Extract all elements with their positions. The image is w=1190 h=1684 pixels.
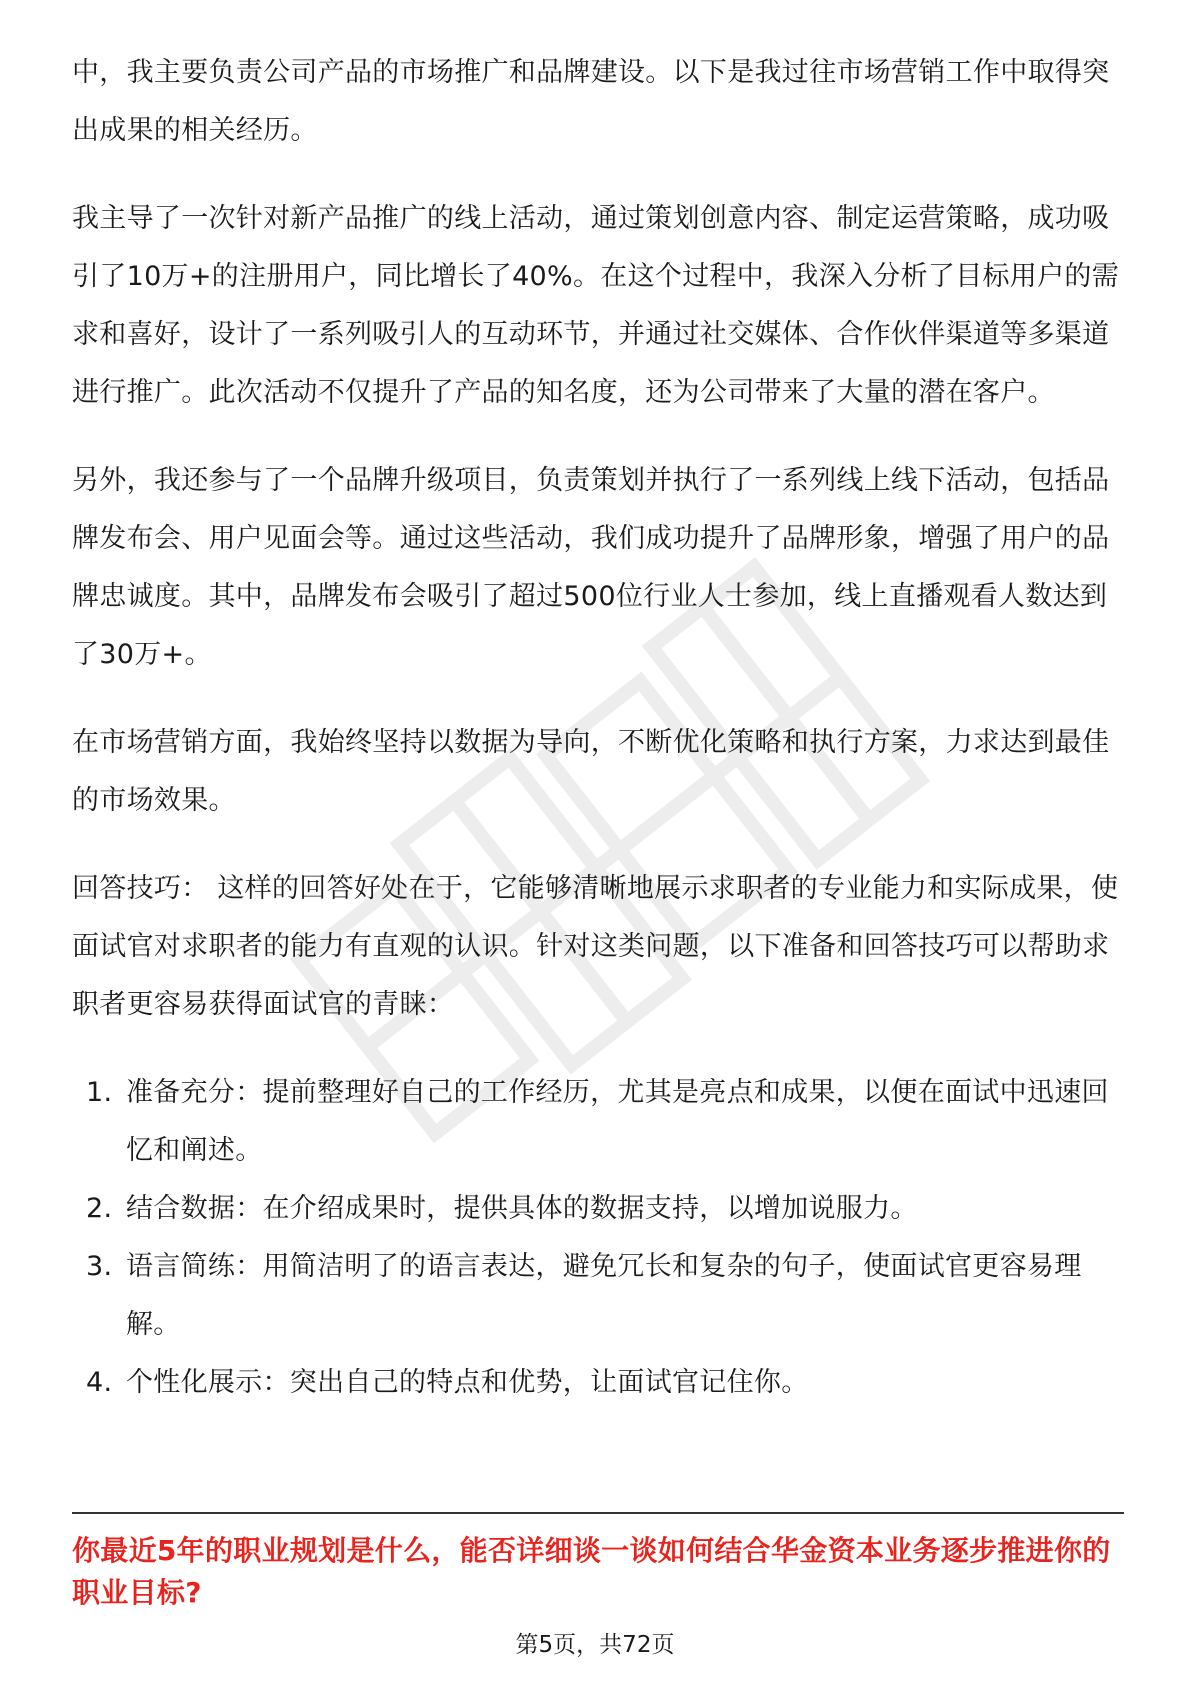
next-question-heading: 你最近5年的职业规划是什么，能否详细谈一谈如何结合华金资本业务逐步推进你的职业目标? [72, 1534, 1111, 1609]
list-item-number: 4. [86, 1367, 113, 1398]
list-item [72, 1238, 1124, 1354]
list-item [72, 1180, 1124, 1238]
list-item-text: 个性化展示：突出自己的特点和优势，让面试官记住你。 [126, 1367, 809, 1398]
body-content [72, 44, 1124, 1412]
paragraph-answer-tips: 回答技巧： 这样的回答好处在于，它能够清晰地展示求职者的专业能力和实际成果，使面试官对求职者的能力有直观的认识。针对这类问题，以下准备和回答技巧可以帮助求职者更容易获得面试官的青睐： [72, 873, 1119, 1020]
paragraph-intro: 中，我主要负责公司产品的市场推广和品牌建设。以下是我过往市场营销工作中取得突出成果的相关经历。 [72, 57, 1110, 146]
paragraph-online-campaign: 我主导了一次针对新产品推广的线上活动，通过策划创意内容、制定运营策略，成功吸引了10万+的注册用户，同比增长了40%。在这个过程中，我深入分析了目标用户的需求和喜好，设计了一系列吸引人的互动环节，并通过社交媒体、合作伙伴渠道等多渠道进行推广。此次活动不仅提升了产品的知名度，还为公司带来了大量的潜在客户。 [72, 203, 1119, 408]
paragraph-data-driven: 在市场营销方面，我始终坚持以数据为导向，不断优化策略和执行方案，力求达到最佳的市场效果。 [72, 727, 1110, 816]
list-item-text: 结合数据：在介绍成果时，提供具体的数据支持，以增加说服力。 [126, 1193, 918, 1224]
tips-list [72, 1064, 1124, 1412]
list-item-text: 准备充分：提前整理好自己的工作经历，尤其是亮点和成果，以便在面试中迅速回忆和阐述。 [126, 1077, 1109, 1166]
list-item-number: 3. [86, 1251, 113, 1282]
list-item [72, 1354, 1124, 1412]
page-number-footer: 第5页，共72页 [515, 1632, 675, 1658]
list-item-number: 1. [86, 1077, 113, 1108]
list-item-number: 2. [86, 1193, 113, 1224]
section-divider [72, 1512, 1124, 1514]
list-item [72, 1064, 1124, 1180]
paragraph-brand-upgrade: 另外，我还参与了一个品牌升级项目，负责策划并执行了一系列线上线下活动，包括品牌发布会、用户见面会等。通过这些活动，我们成功提升了品牌形象，增强了用户的品牌忠诚度。其中，品牌发布会吸引了超过500位行业人士参加，线上直播观看人数达到了30万+。 [72, 465, 1110, 670]
list-item-text: 语言简练：用简洁明了的语言表达，避免冗长和复杂的句子，使面试官更容易理解。 [126, 1251, 1082, 1340]
